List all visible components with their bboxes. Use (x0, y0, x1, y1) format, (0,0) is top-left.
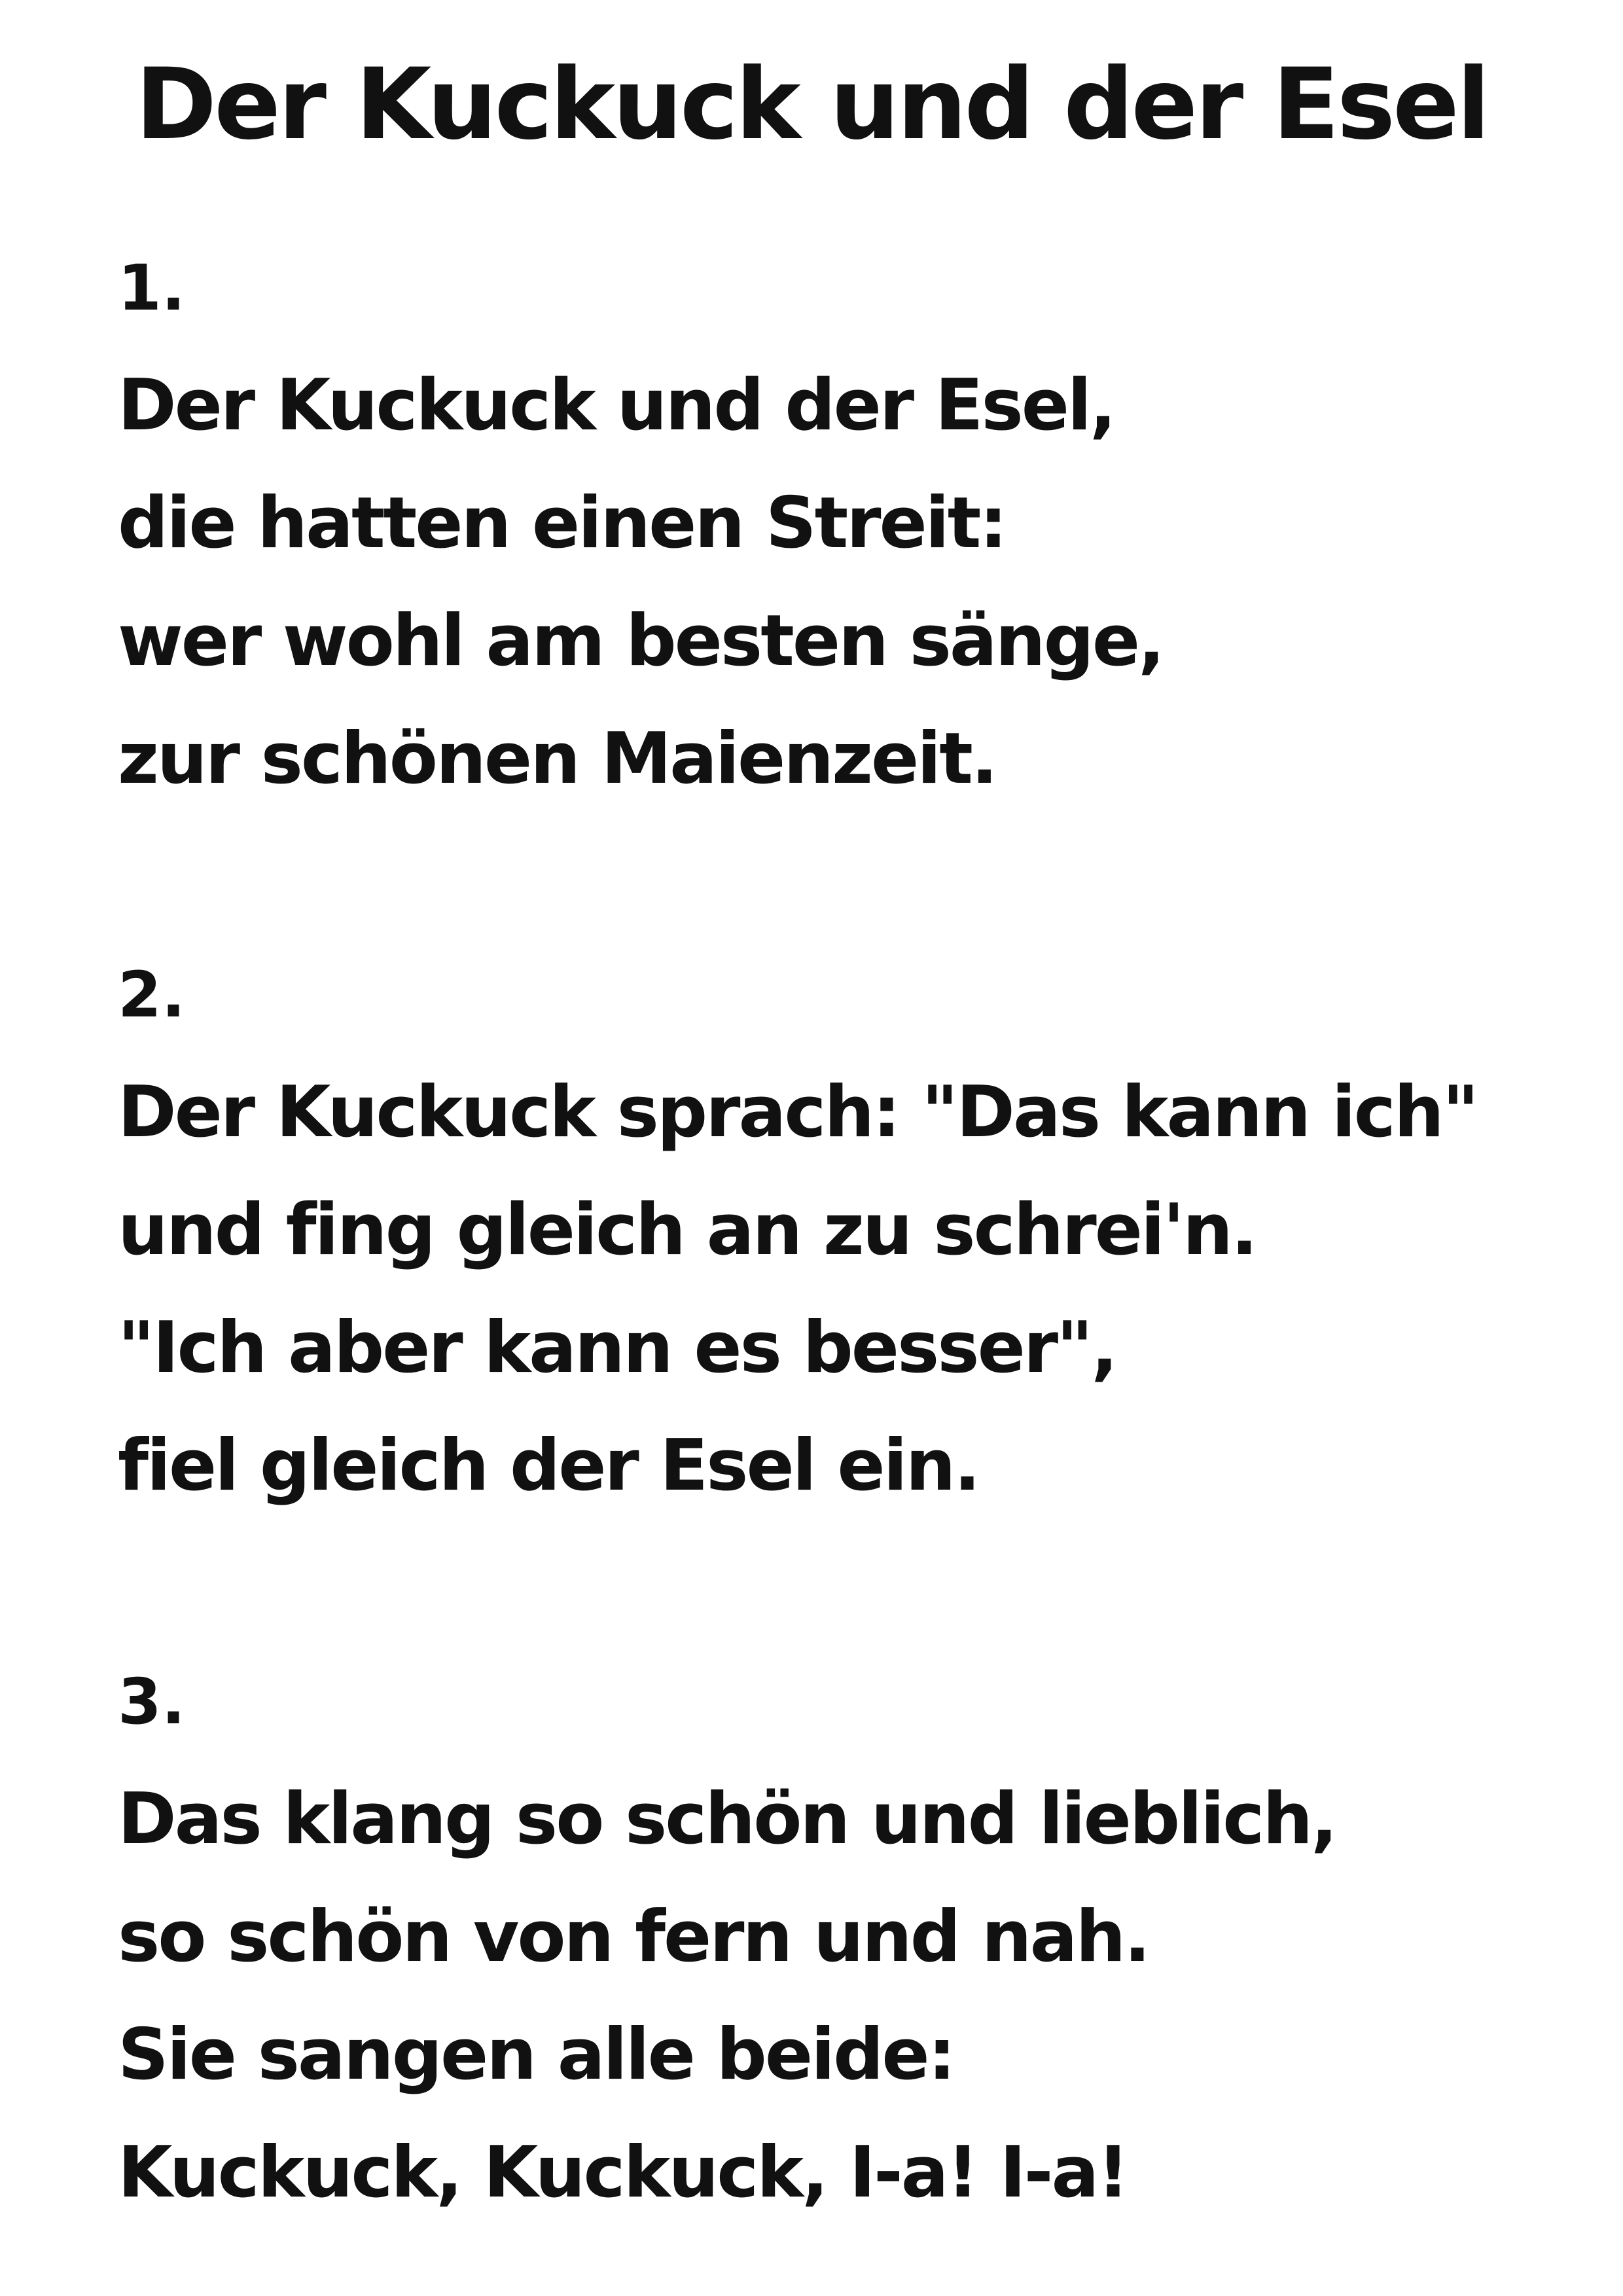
verse-line: Kuckuck, Kuckuck, I-a! I-a! (118, 2132, 1128, 2214)
stanza-2 (118, 936, 1558, 1525)
verse-line: wer wohl am besten sänge, (118, 600, 1164, 682)
verse-line: die hatten einen Streit: (118, 482, 1006, 564)
verse-line: Der Kuckuck und der Esel, (118, 365, 1115, 446)
verse-line: Sie sangen alle beide: (118, 2014, 954, 2096)
verse-line: zur schönen Maienzeit. (118, 718, 996, 800)
verse-line: fiel gleich der Esel ein. (118, 1425, 979, 1507)
stanza-1 (118, 229, 1558, 818)
verse-line: Der Kuckuck sprach: "Das kann ich" (118, 1071, 1477, 1153)
verse-line: Das klang so schön und lieblich, (118, 1778, 1336, 1860)
stanza-3 (118, 1643, 1558, 2232)
stanza-number: 3. (118, 1665, 186, 1738)
stanza-number: 1. (118, 251, 186, 325)
verse-line: so schön von fern und nah. (118, 1896, 1149, 1978)
song-title: Der Kuckuck und der Esel (135, 48, 1488, 162)
verse-line: "Ich aber kann es besser", (118, 1307, 1116, 1389)
verse-line: und fing gleich an zu schrei'n. (118, 1189, 1256, 1271)
stanza-number: 2. (118, 958, 186, 1031)
